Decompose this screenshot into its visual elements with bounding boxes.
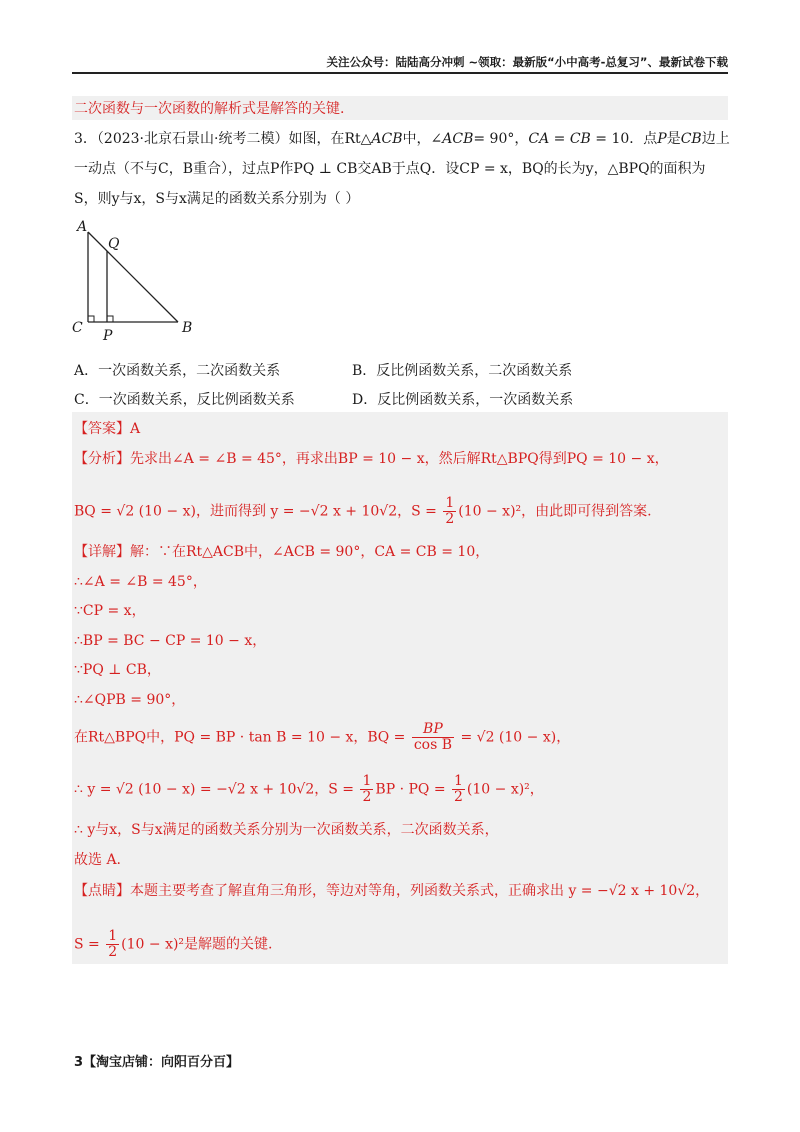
fraction-numerator: 1	[445, 495, 455, 511]
option-a[interactable]	[74, 360, 280, 380]
fraction-numerator: BP	[412, 722, 454, 738]
comment-text: S =	[74, 936, 105, 953]
fraction-numerator: 1	[362, 773, 372, 789]
question-text: =	[549, 131, 570, 147]
label-c: C	[72, 320, 83, 336]
intro-text: 二次函数与一次函数的解析式是解答的关键.	[74, 101, 345, 117]
detail-text: (10 − x)²，	[466, 781, 544, 798]
answer-value: A	[130, 421, 141, 437]
label-p: P	[103, 328, 113, 344]
question-text: ACB	[371, 131, 403, 147]
header-divider	[72, 72, 728, 74]
option-label: D．	[352, 392, 378, 408]
question-number: 3．	[74, 131, 97, 147]
fraction-denominator: 2	[454, 789, 463, 805]
option-d[interactable]	[352, 389, 573, 409]
comment-line-2	[74, 929, 272, 960]
detail-line-9: ∴ y与x，S与x满足的函数关系分别为一次函数关系，二次函数关系，	[74, 822, 499, 838]
question-text: CB	[680, 131, 702, 147]
question-line-1	[74, 130, 730, 148]
fraction	[412, 722, 454, 753]
detail-text: = √2 (10 − x)，	[456, 729, 571, 746]
detail-line-4: ∴BP = BC − CP = 10 − x，	[74, 633, 267, 649]
option-text: 反比例函数关系，一次函数关系	[377, 392, 574, 408]
option-text: 一次函数关系，反比例函数关系	[98, 392, 295, 408]
detail-line-3: ∵CP = x，	[74, 603, 146, 619]
option-label: B．	[352, 363, 377, 379]
analysis-line-2	[74, 496, 652, 527]
detail-line-6: ∴∠QPB = 90°，	[74, 692, 186, 708]
label-b: B	[182, 320, 193, 336]
question-text: P	[657, 131, 667, 147]
detail-line-8	[74, 774, 544, 805]
question-text: ACB	[442, 131, 474, 147]
fraction-denominator: 2	[362, 789, 372, 805]
question-line-2: 一动点（不与C，B重合），过点P作PQ ⊥ CB交AB于点Q．设CP = x，BQ的长为y，△BPQ的面积为	[74, 161, 706, 177]
fraction	[360, 774, 373, 805]
page-header: 关注公众号：陆陆高分冲刺 ~领取：最新版“小中高考-总复习”、最新试卷下载	[326, 55, 728, 69]
option-label: A．	[74, 363, 99, 379]
analysis-line-1	[74, 450, 669, 468]
question-line-3: S，则y与x，S与x满足的函数关系分别为（ ）	[74, 191, 360, 207]
option-text: 反比例函数关系，二次函数关系	[376, 363, 573, 379]
fraction-numerator: 1	[454, 773, 463, 789]
detail-text: 解：∵在Rt△ACB中，∠ACB = 90°，CA = CB = 10，	[130, 544, 490, 560]
question-source: （2023·北京石景山·统考二模）	[96, 131, 289, 147]
page-footer: 3【淘宝店铺：向阳百分百】	[74, 1055, 240, 1070]
comment-tag: 【点睛】	[74, 883, 130, 899]
fraction	[106, 929, 119, 960]
fraction-denominator: 2	[108, 944, 118, 960]
answer-tag: 【答案】	[74, 421, 130, 437]
detail-line-1	[74, 543, 489, 561]
analysis-text: 先求出∠A = ∠B = 45°，再求出BP = 10 − x，然后解Rt△BPQ得到PQ = 10 − x，	[130, 451, 669, 467]
detail-line-5: ∵PQ ⊥ CB，	[74, 662, 161, 678]
label-a: A	[77, 219, 88, 235]
question-text: = 90°，	[473, 131, 529, 147]
question-text: = 10．点	[590, 131, 658, 147]
detail-text: 在Rt△BPQ中，PQ = BP · tan B = 10 − x，BQ =	[74, 729, 410, 746]
question-text: 边上	[701, 131, 730, 147]
answer-line	[74, 420, 140, 438]
fraction	[443, 496, 456, 527]
analysis-tag: 【分析】	[74, 451, 130, 467]
question-text: 是	[666, 131, 681, 147]
detail-tag: 【详解】	[74, 544, 130, 560]
option-label: C．	[74, 392, 99, 408]
analysis-text: (10 − x)²，由此即可得到答案.	[458, 503, 652, 520]
detail-text: BP · PQ =	[375, 781, 450, 798]
comment-text: 本题主要考查了解直角三角形，等边对等角，列函数关系式，正确求出 y = −√2 x + 10√2，	[130, 883, 710, 899]
comment-text: (10 − x)²是解题的关键.	[121, 936, 273, 953]
detail-text: ∴ y = √2 (10 − x) = −√2 x + 10√2，S =	[74, 781, 359, 798]
label-q: Q	[108, 236, 120, 252]
question-text: 如图，在Rt△	[288, 131, 372, 147]
option-c[interactable]	[74, 389, 295, 409]
question-text: 中，∠	[402, 131, 443, 147]
option-text: 一次函数关系，二次函数关系	[98, 363, 281, 379]
analysis-text: BQ = √2 (10 − x)，进而得到 y = −√2 x + 10√2，S =	[74, 503, 442, 520]
detail-line-2: ∴∠A = ∠B = 45°，	[74, 574, 207, 590]
detail-line-7	[74, 722, 570, 753]
comment-line-1	[74, 882, 709, 900]
fraction-denominator: 2	[445, 511, 455, 527]
question-text: CA	[528, 131, 550, 147]
option-b[interactable]	[352, 360, 572, 380]
triangle-figure	[70, 216, 210, 346]
detail-line-10: 故选 A.	[74, 852, 122, 868]
question-text: CB	[569, 131, 591, 147]
fraction-denominator: cos B	[413, 737, 453, 753]
fraction-numerator: 1	[108, 928, 118, 944]
fraction	[452, 774, 465, 805]
